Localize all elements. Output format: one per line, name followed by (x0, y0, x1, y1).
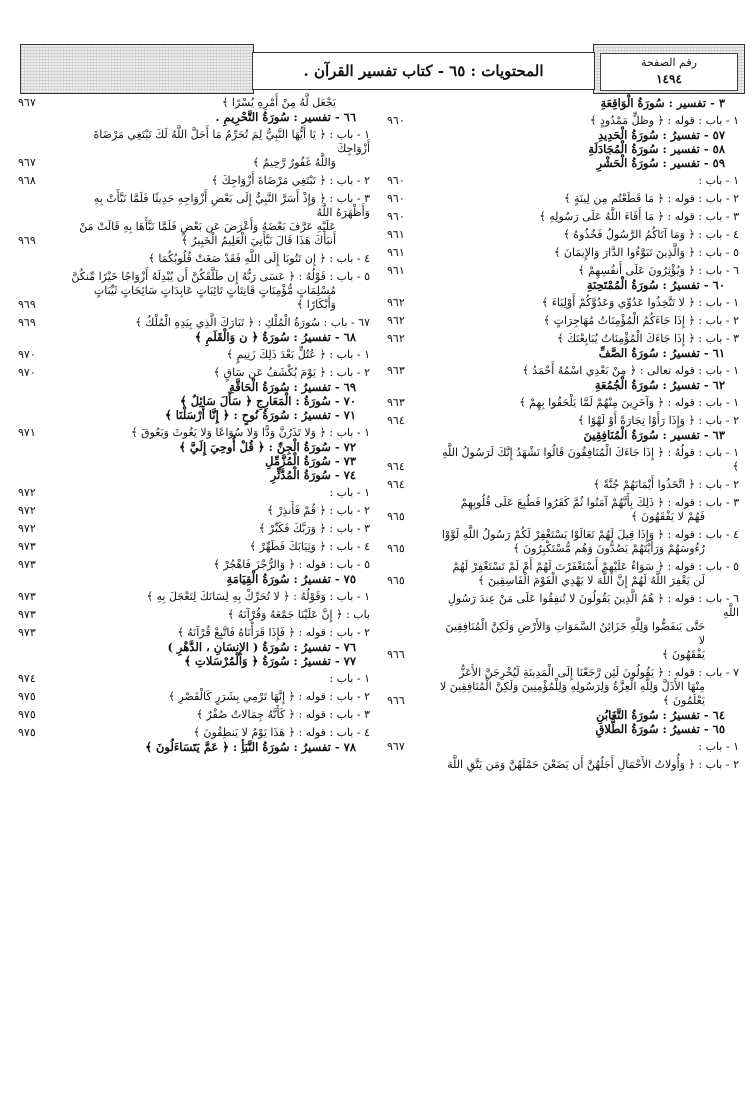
entry-text: ٢ - باب : ﴿ تَبْتَغِي مَرْضَاةَ أَزْوَاجِكَ ﴾ (211, 174, 370, 187)
chapter-entry[interactable] (387, 296, 739, 310)
entry-continuation[interactable] (18, 156, 370, 170)
chapter-entry[interactable] (387, 496, 739, 510)
entry-continuation[interactable] (387, 620, 739, 648)
surah-heading[interactable] (387, 428, 739, 442)
entry-text: ٦٨ - تفسيرُ : سُورَةُ ﴿ ن وَالْقَلَمِ ﴾ (194, 330, 356, 344)
entry-text: أَنبَأَكَ هَذَا قَالَ نَبَّأَنِيَ الْعَلِيمُ الْخَبِيرُ ﴾ (181, 234, 336, 247)
entry-text: ٥٨ - تفسير : سُورَةُ الْمُجَادَلَةِ (588, 142, 725, 156)
surah-heading[interactable] (18, 468, 370, 482)
entry-continuation[interactable] (18, 234, 370, 248)
chapter-entry[interactable] (18, 174, 370, 188)
page-ref: ٩٦٢ (387, 314, 405, 327)
chapter-entry[interactable] (18, 366, 370, 380)
entry-text: ١ - باب : قوله : ﴿ وظلٍّ مَمْدُودٍ ﴾ (589, 114, 739, 127)
entry-text: ٦ - باب : قوله : ﴿ هُمُ الَّذِينَ يَقُولُونَ لا تُنفِقُوا عَلَى مَنْ عِندَ رَسُولِ اللَّهِ (447, 592, 739, 619)
chapter-entry[interactable] (387, 666, 739, 680)
chapter-entry[interactable] (18, 192, 370, 220)
surah-heading[interactable] (18, 740, 370, 754)
chapter-entry[interactable] (387, 192, 739, 206)
entry-text: ١ - باب : ﴿ عُتُلٍّ بَعْدَ ذَلِكَ زَنِيمٍ ﴾ (226, 348, 370, 361)
page-ref: ٩٦١ (387, 228, 405, 241)
entry-text: ٧٣ - سُورَةُ الْمُزَّمِّلِ (265, 454, 356, 468)
chapter-entry[interactable] (18, 270, 370, 284)
entry-text: ٢ - باب : قوله : ﴿ فَإِذَا قَرَأْنَاهُ فَاتَّبِعْ قُرْآنَهُ ﴾ (177, 626, 370, 639)
page-ref: ٩٦٥ (387, 574, 405, 587)
entry-text: ١ - باب : ﴿ يَا أَيُّهَا النَّبِيُّ لِمَ تُحَرِّمُ مَا أَحَلَّ اللَّهُ لَكَ تَبْتَغِي مَرْضَاةَ أَزْوَاجِكَ (93, 128, 370, 155)
page-header (20, 44, 745, 94)
entry-text: فَهُمْ لا يَفْقَهُونَ ﴾ (631, 510, 705, 523)
surah-heading[interactable] (387, 156, 739, 170)
entry-text: مِنْهَا الأَذَلَّ وَلِلَّهِ الْعِزَّةُ وَلِرَسُولِهِ وَلِلْمُؤْمِنِينَ وَلَكِنَّ الْمُنَافِقِينَ لا (439, 680, 705, 693)
entry-text: مُسْلِمَاتٍ مُّؤْمِنَاتٍ قَانِتَاتٍ تَائِبَاتٍ عَابِدَاتٍ سَائِحَاتٍ ثَيِّبَاتٍ (93, 284, 336, 297)
entry-continuation[interactable] (387, 680, 739, 694)
surah-heading[interactable] (387, 278, 739, 292)
entry-text: ٦٦ - تفسير : سُورَةُ التَّحْرِيمِ . (215, 110, 356, 124)
chapter-entry[interactable] (18, 608, 370, 622)
entry-text: لَن يَغْفِرَ اللَّهُ لَهُمْ إِنَّ اللَّهَ لا يَهْدِي الْقَوْمَ الْفَاسِقِينَ ﴾ (478, 574, 705, 587)
chapter-entry[interactable] (387, 446, 739, 474)
entry-text: ٤ - باب : قوله : ﴿ وَإِذَا قِيلَ لَهُمْ تَعَالَوْا يَسْتَغْفِرْ لَكُمْ رَسُولُ اللَّهِ لَوَّوْا (441, 528, 739, 541)
entry-text: ٦٣ - تفسير : سُورَةُ الْمُنَافِقِينَ (583, 428, 725, 442)
entry-text: ١ - باب : ﴿ لا تَتَّخِذُوا عَدُوِّي وَعَدُوَّكُمْ أَوْلِيَاءَ ﴾ (541, 296, 739, 309)
entry-text: ١ - باب : (329, 672, 370, 685)
chapter-entry[interactable] (18, 540, 370, 554)
entry-text: يَعْلَمُونَ ﴾ (662, 694, 705, 707)
entry-text: ٣ - باب : ﴿ إِذَا جَاءَكَ الْمُؤْمِنَاتُ يُبَايِعْنَكَ ﴾ (557, 332, 739, 345)
page-ref: ٩٧١ (18, 426, 36, 439)
entry-text: رُءُوسَهُمْ وَرَأَيْتَهُمْ يَصُدُّونَ وَهُم مُّسْتَكْبِرُونَ ﴾ (513, 542, 705, 555)
chapter-entry[interactable] (18, 726, 370, 740)
page-ref: ٩٧٥ (18, 726, 36, 739)
surah-heading[interactable] (18, 440, 370, 454)
chapter-entry[interactable] (387, 210, 739, 224)
entry-text: وَأَبْكَارًا ﴾ (296, 298, 336, 311)
entry-text: ١ - باب : وَقَوْلُهُ : ﴿ لا تُحَرِّكْ بِهِ لِسَانَكَ لِتَعْجَلَ بِهِ ﴾ (146, 590, 370, 603)
entry-text: ٦٠ - تفسيرُ : سُورَةُ الْمُمْتَحِنَةِ (586, 278, 725, 292)
entry-continuation[interactable] (387, 648, 739, 662)
page-ref: ٩٧٠ (18, 366, 36, 379)
entry-text: ٣ - باب : ﴿ وَرَبَّكَ فَكَبِّرْ ﴾ (258, 522, 370, 535)
chapter-entry[interactable] (387, 228, 739, 242)
header-pattern-right (593, 44, 745, 94)
entry-continuation[interactable] (387, 542, 739, 556)
entry-text: ٧ - باب : قوله : ﴿ يَقُولُونَ لَئِن رَّجَعْنَا إِلَى الْمَدِينَةِ لَيُخْرِجَنَّ الأَعَزُّ (459, 666, 739, 679)
entry-text: ٦١ - تفسيرُ : سُورَةُ الصَّفِّ (598, 346, 725, 360)
chapter-entry[interactable] (18, 590, 370, 604)
chapter-entry[interactable] (18, 486, 370, 500)
entry-text: ٧٧ - تفسيرُ : سُورَةُ ﴿ وَالْمُرْسَلاتِ ﴾ (184, 654, 356, 668)
surah-heading[interactable] (18, 380, 370, 394)
surah-heading[interactable] (18, 454, 370, 468)
surah-heading[interactable] (387, 128, 739, 142)
entry-text: ١ - باب : (698, 174, 739, 187)
entry-text: ١ - باب : قوله تعالى : ﴿ مِنْ بَعْدِي اسْمُهُ أَحْمَدُ ﴾ (522, 364, 739, 377)
entry-text: ٢ - باب : ﴿ إِذَا جَاءَكُمُ الْمُؤْمِنَاتُ مُهَاجِرَاتٍ ﴾ (543, 314, 739, 327)
surah-heading[interactable] (18, 408, 370, 422)
page-ref: ٩٦١ (387, 246, 405, 259)
surah-heading[interactable] (18, 572, 370, 586)
entry-text: ٣ - تفسير : سُورَةُ الْوَاقِعَةِ (600, 96, 725, 110)
entry-text: ١ - باب : (329, 486, 370, 499)
contents-title: المحتويات : ٦٥ - كتاب تفسير القرآن . (252, 52, 595, 90)
entry-text: ٦٤ - تفسيرُ : سُورَةُ التَّغَابُنِ (596, 708, 725, 722)
entry-text: ٧٥ - تفسيرُ : سُورَةُ الْقِيَامَةِ (226, 572, 356, 586)
header-pattern-left (20, 44, 254, 94)
chapter-entry[interactable] (387, 332, 739, 346)
surah-heading[interactable] (18, 330, 370, 344)
contents-column-right (387, 96, 739, 772)
entry-continuation[interactable] (387, 694, 739, 708)
page-ref: ٩٧٣ (18, 540, 36, 553)
chapter-entry[interactable] (387, 174, 739, 188)
chapter-entry[interactable] (387, 478, 739, 492)
chapter-entry[interactable] (387, 740, 739, 754)
entry-text: ٥ - باب : قَوْلُهُ : ﴿ عَسَى رَبُّهُ إِن طَلَّقَكُنَّ أَن يُبْدِلَهُ أَزْوَاجًا خَيْرًا مِّنكُنَّ (71, 270, 370, 283)
chapter-entry[interactable] (387, 560, 739, 574)
entry-text: حَتَّى يَنفَضُّوا وَلِلَّهِ خَزَائِنُ السَّمَوَاتِ وَالأَرْضِ وَلَكِنَّ الْمُنَافِقِينَ لا (445, 620, 705, 647)
entry-text: ٥٩ - تفسير : سُورَةُ الْحَشْرِ (596, 156, 725, 170)
page-number: ١٤٩٤ (656, 72, 682, 86)
entry-text: ٧٨ - تفسيرُ : سُورَةُ النَّبَأِ : ﴿ عَمَّ يَتَسَاءَلُونَ ﴾ (145, 740, 356, 754)
page-ref: ٩٦٠ (387, 174, 405, 187)
entry-text: ٦٧ - باب : سُورَةُ الْمُلْكِ : ﴿ تَبَارَكَ الَّذِي بِيَدِهِ الْمُلْكُ ﴾ (135, 316, 370, 329)
entry-text: ٥٧ - تفسيرُ : سُورَةُ الْحَدِيدِ (597, 128, 725, 142)
page-ref: ٩٦٩ (18, 316, 36, 329)
page-ref: ٩٦٠ (387, 114, 405, 127)
page-ref: ٩٦٠ (387, 210, 405, 223)
entry-text: ٥ - باب : قوله : ﴿ وَالرُّجْزَ فَاهْجُرْ ﴾ (213, 558, 370, 571)
entry-text: ٦٩ - تفسيرُ : سُورَةُ الْحَاقَّةِ (229, 380, 356, 394)
chapter-entry[interactable] (18, 522, 370, 536)
entry-text: يَجْعَل لَّهُ مِنْ أَمْرِهِ يُسْرًا ﴾ (221, 96, 336, 109)
page-ref: ٩٦٩ (18, 234, 36, 247)
page-ref: ٩٧٣ (18, 558, 36, 571)
entry-text: ٢ - باب : قوله : ﴿ مَا قَطَعْتُم مِن لِينَةٍ ﴾ (564, 192, 739, 205)
entry-text: ٧٠ - سُورَةُ : الْمَعَارِجِ ﴿ سَأَلَ سَائِلٌ ﴾ (180, 394, 356, 408)
entry-text: ٦٥ - تفسيرُ : سُورَةُ الطَّلاقِ (595, 722, 725, 736)
page-ref: ٩٧٣ (18, 590, 36, 603)
chapter-entry[interactable] (18, 504, 370, 518)
page-number-box (600, 53, 738, 91)
chapter-entry[interactable] (18, 558, 370, 572)
entry-continuation[interactable] (387, 574, 739, 588)
surah-heading[interactable] (387, 708, 739, 722)
page-ref: ٩٦١ (387, 264, 405, 277)
page-ref: ٩٦٤ (387, 478, 405, 491)
entry-continuation[interactable] (387, 510, 739, 524)
page-ref: ٩٦٧ (18, 96, 36, 109)
entry-text: ٢ - باب : قوله : ﴿ إِنَّهَا تَرْمِي بِشَرَرٍ كَالْقَصْرِ ﴾ (168, 690, 370, 703)
entry-text: عَلَيْهِ عَرَّفَ بَعْضَهُ وَأَعْرَضَ عَن بَعْضٍ فَلَمَّا نَبَّأَهَا بِهِ قَالَتْ مَنْ (79, 220, 336, 233)
chapter-entry[interactable] (18, 672, 370, 686)
page-ref: ٩٦٠ (387, 192, 405, 205)
chapter-entry[interactable] (387, 364, 739, 378)
page-ref: ٩٦٥ (387, 542, 405, 555)
surah-heading[interactable] (387, 378, 739, 392)
entry-text: ٣ - باب : قوله : ﴿ مَا أَفَاءَ اللَّهُ عَلَى رَسُولِهِ ﴾ (539, 210, 739, 223)
entry-text: ٣ - باب : قوله : ﴿ ذَلِكَ بِأَنَّهُمْ آمَنُوا ثُمَّ كَفَرُوا فَطُبِعَ عَلَى قُلُوبِهِمْ (460, 496, 739, 509)
entry-text: ٣ - باب : قوله : ﴿ كَأَنَّهُ جِمَالاتٌ صُفْرٌ ﴾ (196, 708, 370, 721)
chapter-entry[interactable] (387, 528, 739, 542)
entry-text: ٤ - باب : ﴿ وَمَا آتَاكُمُ الرَّسُولُ فَخُذُوهُ ﴾ (563, 228, 739, 241)
page-ref: ٩٧٢ (18, 486, 36, 499)
page-ref: ٩٧٥ (18, 690, 36, 703)
surah-heading[interactable] (18, 394, 370, 408)
chapter-entry[interactable] (18, 252, 370, 266)
chapter-entry[interactable] (18, 426, 370, 440)
page-ref: ٩٦٧ (18, 156, 36, 169)
chapter-entry[interactable] (387, 314, 739, 328)
entry-text: ٦٢ - تفسيرُ : سُورَةُ الْجُمُعَةِ (594, 378, 725, 392)
surah-heading[interactable] (18, 110, 370, 124)
chapter-entry[interactable] (18, 128, 370, 156)
entry-text: ٥ - باب : ﴿ وَالَّذِينَ تَبَوَّءُوا الدَّارَ وَالإِيمَانَ ﴾ (553, 246, 739, 259)
surah-heading[interactable] (18, 654, 370, 668)
page-ref: ٩٧٥ (18, 708, 36, 721)
entry-text: ٧١ - تفسيرُ : سُورَةُ نُوحٍ : ﴿ إِنَّا أَرْسَلْنَا ﴾ (164, 408, 356, 422)
chapter-entry[interactable] (18, 708, 370, 722)
entry-text: يَفْقَهُونَ ﴾ (662, 648, 705, 661)
entry-text: ١ - باب : قولُهُ : ﴿ إِذَا جَاءَكَ الْمُنَافِقُونَ قَالُوا نَشْهَدُ إِنَّكَ لَرَسُولُ اللَّهِ ﴾ (442, 446, 739, 473)
entry-text: باب : ﴿ إِنَّ عَلَيْنَا جَمْعَهُ وَقُرْآنَهُ ﴾ (227, 608, 370, 621)
surah-heading[interactable] (387, 142, 739, 156)
page-ref: ٩٦٤ (387, 460, 405, 473)
chapter-entry[interactable] (387, 264, 739, 278)
entry-text: ٢ - باب : ﴿ اتَّخَذُوا أَيْمَانَهُمْ جُنَّةً ﴾ (593, 478, 739, 491)
entry-text: ٢ - باب : ﴿ قُمْ فَأَنذِرْ ﴾ (267, 504, 370, 517)
chapter-entry[interactable] (18, 690, 370, 704)
chapter-entry[interactable] (18, 348, 370, 362)
page-ref: ٩٦٩ (18, 298, 36, 311)
page-ref: ٩٧٠ (18, 348, 36, 361)
chapter-entry[interactable] (387, 396, 739, 410)
page-ref: ٩٦٧ (387, 740, 405, 753)
entry-text: ٢ - باب : ﴿ وَإِذَا رَأَوْا تِجَارَةً أَوْ لَهْوًا ﴾ (577, 414, 739, 427)
page-ref: ٩٦٢ (387, 296, 405, 309)
entry-text: ٣ - باب : ﴿ وَإِذْ أَسَرَّ النَّبِيُّ إِلَى بَعْضِ أَزْوَاجِهِ حَدِيثًا فَلَمَّا نَبَّأَتْ بِهِ وَأَظْهَرَهُ اللَّهُ (93, 192, 370, 219)
entry-text: ٧٤ - سُورَةُ الْمُدَّثِّرِ (270, 468, 356, 482)
chapter-entry[interactable] (387, 758, 739, 772)
entry-text: ١ - باب : (698, 740, 739, 753)
surah-heading[interactable] (18, 640, 370, 654)
page-number-label: رقم الصفحة (641, 56, 697, 69)
entry-text: ٤ - باب : ﴿ إِن تَتُوبَا إِلَى اللَّهِ فَقَدْ صَغَتْ قُلُوبُكُمَا ﴾ (148, 252, 370, 265)
entry-text: ٤ - باب : قوله : ﴿ هَذَا يَوْمُ لا يَنطِقُونَ ﴾ (193, 726, 370, 739)
page-ref: ٩٧٢ (18, 522, 36, 535)
chapter-entry[interactable] (18, 316, 370, 330)
chapter-entry[interactable] (387, 114, 739, 128)
page-ref: ٩٦٥ (387, 510, 405, 523)
entry-text: ٧٢ - سُورَةُ الْجِنِّ : ﴿ قُلْ أُوحِيَ إِلَيَّ ﴾ (179, 440, 356, 454)
entry-text: ٥ - باب : قوله : ﴿ سَوَاءٌ عَلَيْهِمْ أَسْتَغْفَرْتَ لَهُمْ أَمْ لَمْ تَسْتَغْفِرْ لَهُمْ (452, 560, 739, 573)
page-ref: ٩٦٨ (18, 174, 36, 187)
entry-continuation[interactable] (18, 298, 370, 312)
entry-text: ٧٦ - تفسيرُ : سُورَةُ ( الإِنسَانِ ، الدَّهْرِ ) (167, 640, 356, 654)
chapter-entry[interactable] (387, 592, 739, 620)
page-ref: ٩٦٦ (387, 648, 405, 661)
page-ref: ٩٧٣ (18, 626, 36, 639)
entry-text: ٢ - باب : ﴿ يَوْمَ يُكْشَفُ عَن سَاقٍ ﴾ (213, 366, 370, 379)
entry-continuation[interactable] (18, 284, 370, 298)
chapter-entry[interactable] (387, 246, 739, 260)
surah-heading[interactable] (387, 96, 739, 110)
entry-text: ٦ - باب : ﴿ وَيُؤْثِرُونَ عَلَى أَنفُسِهِمْ ﴾ (578, 264, 739, 277)
page-ref: ٩٦٣ (387, 396, 405, 409)
entry-text: ٢ - باب : ﴿ وَأُولاتُ الأَحْمَالِ أَجَلُهُنَّ أَن يَضَعْنَ حَمْلَهُنَّ وَمَن يَتَّقِ اللَّهَ (447, 758, 739, 771)
surah-heading[interactable] (387, 346, 739, 360)
page-ref: ٩٦٢ (387, 332, 405, 345)
entry-text: وَاللَّهُ غَفُورٌ رَّحِيمٌ ﴾ (252, 156, 336, 169)
page-ref: ٩٦٦ (387, 694, 405, 707)
entry-text: ١ - باب : قوله : ﴿ وَآخَرِينَ مِنْهُمْ لَمَّا يَلْحَقُوا بِهِمْ ﴾ (519, 396, 739, 409)
entry-continuation[interactable] (18, 220, 370, 234)
surah-heading[interactable] (387, 722, 739, 736)
contents-column-left (18, 96, 370, 754)
page-ref: ٩٦٤ (387, 414, 405, 427)
chapter-entry[interactable] (387, 414, 739, 428)
page-ref: ٩٧٤ (18, 672, 36, 685)
page-ref: ٩٧٢ (18, 504, 36, 517)
entry-text: ١ - باب : ﴿ وَلا تَذَرُنَّ وَدًّا وَلا سُوَاعًا وَلا يَغُوثَ وَيَعُوقَ ﴾ (131, 426, 370, 439)
page-ref: ٩٦٣ (387, 364, 405, 377)
chapter-entry[interactable] (18, 626, 370, 640)
entry-text: ٤ - باب : ﴿ وَثِيَابَكَ فَطَهِّرْ ﴾ (249, 540, 370, 553)
page-ref: ٩٧٣ (18, 608, 36, 621)
entry-continuation[interactable] (18, 96, 370, 110)
